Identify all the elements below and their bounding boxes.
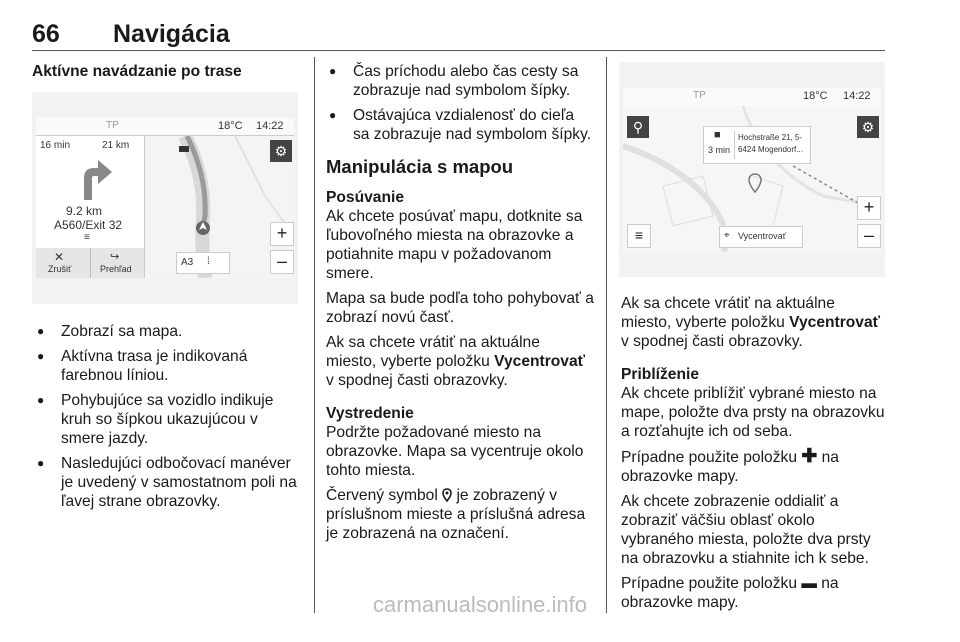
col2-heading: Manipulácia s mapou [326,156,514,177]
maneuver-distance: 9.2 km [66,204,103,218]
col2-bullets [326,62,594,144]
paragraph: Ak chcete priblížiť vybrané miesto na mape, položte dva prsty na obrazovku a rozťahujte ich od seba. [621,385,885,440]
address-line-2: 6424 Mogendorf... [738,145,803,154]
cancel-icon: ✕ [54,250,65,264]
road-chip [176,252,230,274]
card-divider [734,131,735,159]
zoom-out-button[interactable]: – [270,250,294,274]
button-divider [90,248,91,278]
bullet-item: ● Nasledujúci odbočovací manéver je uvedený v samostatnom poli na ľavej strane obrazovky. [34,454,300,511]
col1-bullets [34,322,300,511]
bullet-item: ● Aktívna trasa je indikovaná farebnou líniou. [34,347,300,385]
route-overview-icon: ↪ [110,251,120,263]
temperature: 18°C [803,90,828,102]
col1-text [34,322,300,517]
subheading-vystredenie: Vystredenie [326,405,414,422]
paragraph: Podržte požadované miesto na obrazovke. Mapa sa vycentruje okolo tohto miesta. [326,424,584,479]
map-screen-image [619,62,885,277]
maneuver-panel [36,136,145,278]
zoom-out-button[interactable]: – [857,224,881,248]
plus-icon: ✚ [801,446,818,467]
column-2 [326,62,594,549]
paragraph: Červený symbol je zobrazený v príslušnom mieste a príslušná adresa je zobrazená na označení. [326,487,586,542]
paragraph: Ak sa chcete vrátiť na aktuálne miesto, vyberte položku Vycentrovať v spodnej časti obrazovky. [621,295,881,350]
recenter-button[interactable] [719,226,803,248]
list-icon: ≡ [84,232,90,243]
distance-remaining: 21 km [102,140,130,151]
recenter-term: Vycentrovať [494,353,586,370]
column-divider-1 [314,57,315,613]
time-remaining: 16 min [40,140,71,151]
settings-gear-icon[interactable]: ⚙ [857,116,879,138]
address-line-1: Hochstraße 21, 5- [738,133,803,142]
temperature: 18°C [218,120,243,132]
guidance-display [36,118,294,278]
location-pin-icon [442,488,452,502]
paragraph: Ak sa chcete vrátiť na aktuálne miesto, vyberte položku Vycentrovať v spodnej časti obrazovky. [326,334,586,389]
map-display [623,88,881,252]
col1-heading: Aktívne navádzanie po trase [32,63,242,80]
turn-arrow-icon [64,156,114,200]
column-3 [621,294,887,618]
eta-label: 3 min [708,145,731,155]
paragraph: Mapa sa bude podľa toho pohybovať a zobrazí novú časť. [326,290,594,326]
zoom-in-button[interactable]: + [270,222,294,246]
section-title: Navigácia [113,20,230,48]
clock: 14:22 [256,120,284,132]
status-icons: TP [693,90,706,101]
status-icons: TP [106,120,119,131]
paragraph: Ak chcete zobrazenie oddialiť a zobraziť väčšiu oblasť okolo vybraného miesta, položte dva prsty na obrazovku a stiahnite ich k sebe. [621,493,871,567]
paragraph: Ak chcete posúvať mapu, dotknite sa ľubovoľného miesta na obrazovke a potiahnite mapu v požadovanom smere. [326,208,583,282]
search-icon[interactable]: ⚲ [627,116,649,138]
subheading-posuvanie: Posúvanie [326,189,404,206]
recenter-label: Vycentrovať [738,231,787,241]
car-icon: ■ [714,129,721,141]
maneuver-road: A560/Exit 32 [54,218,123,232]
settings-gear-icon[interactable]: ⚙ [270,140,292,162]
column-divider-2 [606,57,607,613]
column-1 [32,62,302,81]
guidance-buttons [36,248,144,278]
traffic-icon: ⁞ [207,256,210,267]
zoom-in-button[interactable]: + [857,196,881,220]
bullet-item: ● Ostávajúca vzdialenosť do cieľa sa zobrazuje nad symbolom šípky. [326,106,594,144]
page-number: 66 [32,20,60,48]
paragraph: Prípadne použite položku ▬ na obrazovke mapy. [621,575,839,611]
guidance-screen-image [32,92,298,304]
crosshair-icon: ⌖ [724,230,730,241]
bullet-item: ● Zobrazí sa mapa. [34,322,300,341]
clock: 14:22 [843,90,871,102]
subheading-priblizenie: Priblíženie [621,366,699,383]
paragraph: Prípadne použite položku ✚ na obrazovke mapy. [621,446,839,485]
header-rule [32,50,885,51]
menu-icon[interactable]: ≡ [627,224,651,248]
destination-card[interactable] [703,126,811,164]
road-number: A3 [181,257,194,268]
recenter-term: Vycentrovať [789,314,881,331]
bullet-item: ● Čas príchodu alebo čas cesty sa zobrazuje nad symbolom šípky. [326,62,594,100]
overview-button[interactable]: Prehľad [100,264,132,274]
bullet-item: ● Pohybujúce sa vozidlo indikuje kruh so šípkou ukazujúcou v smere jazdy. [34,391,300,448]
cancel-button[interactable]: Zrušiť [48,264,72,274]
minus-icon: ▬ [801,575,817,592]
watermark: carmanualsonline.info [372,592,588,617]
